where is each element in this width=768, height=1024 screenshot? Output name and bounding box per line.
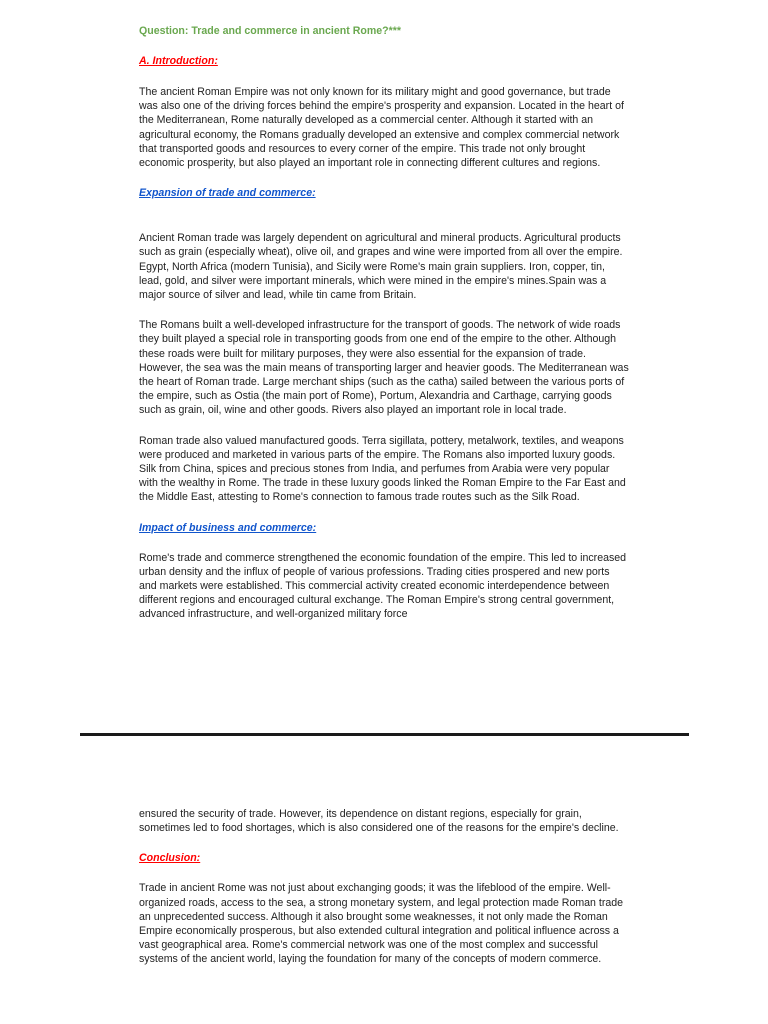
expansion-paragraph-1: Ancient Roman trade was largely dependent on agricultural and mineral products. Agricultural products such as grain (especially wheat), olive oil, and grapes and wine were imported from all over the empire. Egypt, North Africa (modern Tunisia), and Sicily were Rome's main grain suppliers. Iron, copper, tin, lead, gold, and silver were important minerals, which were mined in the empire's mines.Spain was a major source of silver and lead, while tin came from Britain.: [139, 232, 623, 302]
page-break-divider: [80, 733, 689, 736]
impact-paragraph-part-1: Rome's trade and commerce strengthened the economic foundation of the empire. This led to increased urban density and the influx of people of various professions. Trading cities prospered and new ports and markets were established. This commercial activity created economic interdependence between different regions and encouraged cultural exchange. The Roman Empire's strong central government, advanced infrastructure, and well-organized military force: [139, 551, 627, 621]
introduction-heading: A. Introduction:: [139, 55, 218, 67]
conclusion-heading: Conclusion:: [139, 852, 201, 865]
page-2-content: [139, 807, 629, 967]
introduction-paragraph: The ancient Roman Empire was not only known for its military might and good governance, but trade was also one of the driving forces behind the empire's prosperity and expansion. Located in the heart of the Mediterranean, Rome naturally developed as a commercial center. Although it started with an agricultural economy, the Romans gradually developed an extensive and complex commercial network that transported goods and resources to every corner of the empire. This trade not only brought economic prosperity, but also played an important role in connecting different cultures and regions.: [139, 86, 624, 170]
impact-paragraph-part-2: ensured the security of trade. However, its dependence on distant regions, especially for grain, sometimes led to food shortages, which is also considered one of the reasons for the empire's decline.: [139, 808, 619, 835]
conclusion-paragraph: Trade in ancient Rome was not just about exchanging goods; it was the lifeblood of the empire. Well-organized roads, access to the sea, a strong monetary system, and legal protection made Roman trade an unprecedented success. Although it also brought some weaknesses, it not only made the Roman Empire economically prosperous, but also extended cultural integration and political influence across a vast geographical area. Rome's commercial network was one of the most complex and successful systems of the ancient world, laying the foundation for many of the concepts of modern commerce.: [139, 882, 624, 966]
document-page-2: [0, 738, 768, 1024]
page-1-content: [139, 24, 629, 622]
expansion-paragraph-3: Roman trade also valued manufactured goods. Terra sigillata, pottery, metalwork, textiles, and weapons were produced and marketed in various parts of the empire. The Romans also imported luxury goods. Silk from China, spices and precious stones from India, and perfumes from Arabia were very popular with the wealthy in Rome. The trade in these luxury goods linked the Roman Empire to the Far East and the Middle East, attesting to Rome's connection to famous trade routes such as the Silk Road.: [139, 434, 626, 504]
expansion-paragraph-2: The Romans built a well-developed infrastructure for the transport of goods. The network of wide roads they built played a special role in transporting goods from one end of the empire to the other. Although these roads were built for military purposes, they were also essential for the expansion of trade. However, the sea was the main means of transporting larger and heavier goods. The Mediterranean was the heart of Roman trade. Large merchant ships (such as the catha) sailed between the various ports of the empire, such as Ostia (the main port of Rome), Portum, Alexandria and Carthage, carrying goods such as grain, oil, wine and other goods. Rivers also played an important role in local trade.: [139, 319, 629, 417]
document-title: Question: Trade and commerce in ancient Rome?***: [139, 25, 401, 37]
expansion-heading: Expansion of trade and commerce:: [139, 187, 316, 200]
impact-heading: Impact of business and commerce:: [139, 521, 317, 534]
